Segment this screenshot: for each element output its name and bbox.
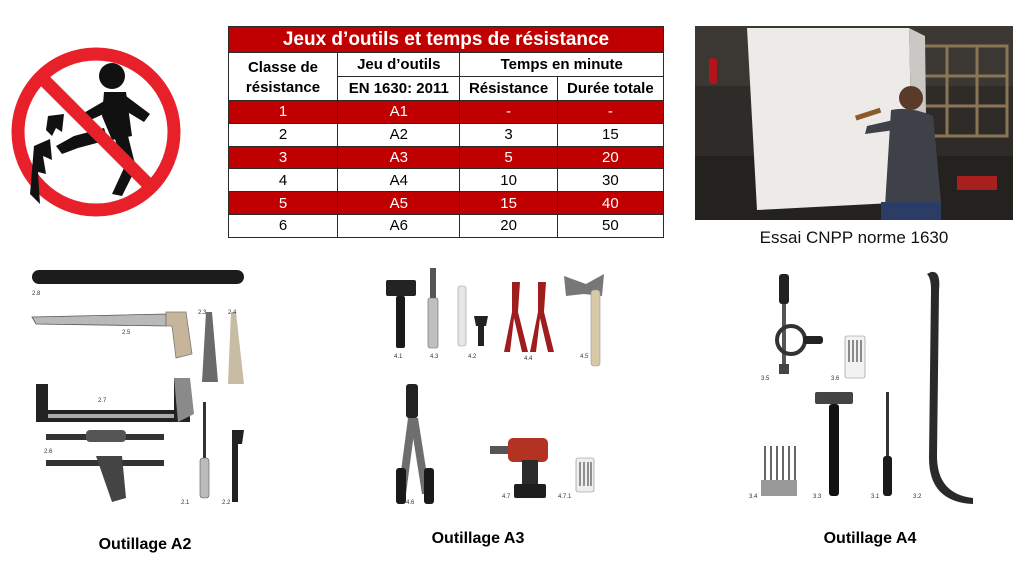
tools-standard-header: EN 1630: 2011 [338, 77, 460, 101]
no-break-in-sign-icon [8, 44, 184, 220]
class-cell: 5 [229, 192, 338, 215]
hammer-icon [815, 392, 853, 404]
caption-a4: Outillage A4 [823, 530, 917, 547]
total-cell: 15 [557, 123, 663, 146]
resistance-table [228, 26, 664, 238]
screwdriver-icon [203, 402, 206, 458]
tool-label: 3.1 [871, 494, 880, 500]
tool-label: 3.2 [913, 494, 922, 500]
tool-label: 2.3 [198, 310, 207, 316]
hand-drill-icon [777, 274, 823, 374]
wedge-icon [202, 312, 218, 382]
table-row [229, 146, 664, 169]
total-duration-header: Durée totale [557, 77, 663, 101]
tools-cell: A6 [338, 214, 460, 237]
tool-label: 4.7 [502, 494, 511, 500]
table-row [229, 214, 664, 237]
tool-label: 2.8 [32, 291, 41, 297]
class-cell: 6 [229, 214, 338, 237]
tool-label: 4.7.1 [558, 494, 572, 500]
tin-snips-icon [530, 282, 554, 352]
resistance-header: Résistance [460, 77, 557, 101]
class-cell: 4 [229, 169, 338, 192]
tool-label: 4.6 [406, 500, 415, 506]
tools-header: Jeu d’outils [338, 53, 460, 77]
tools-panel-a4 [745, 266, 985, 516]
total-cell: 20 [557, 146, 663, 169]
tool-label: 2.7 [98, 398, 107, 404]
tool-label: 3.6 [831, 376, 840, 382]
drill-bits-case-icon [845, 336, 865, 378]
hand-saw-icon [32, 314, 166, 326]
total-cell: - [557, 101, 663, 124]
tools-panel-a3 [378, 262, 618, 512]
tool-label: 2.6 [44, 449, 53, 455]
tool-label: 2.4 [228, 310, 237, 316]
tools-panel-a2 [26, 262, 256, 512]
table-row [229, 123, 664, 146]
tool-label: 3.3 [813, 494, 822, 500]
punch-set-icon [761, 446, 797, 496]
tool-label: 4.4 [524, 356, 533, 362]
handle-icon [474, 316, 488, 346]
tools-cell: A5 [338, 192, 460, 215]
table-title: Jeux d’outils et temps de résistance [229, 27, 664, 53]
resistance-cell: 3 [460, 123, 557, 146]
cordless-drill-icon [490, 438, 548, 498]
crowbar-icon [927, 272, 973, 504]
class-cell: 3 [229, 146, 338, 169]
total-cell: 40 [557, 192, 663, 215]
tool-label: 4.1 [394, 354, 403, 360]
resistance-cell: 10 [460, 169, 557, 192]
photo-caption: Essai CNPP norme 1630 [759, 228, 949, 247]
resistance-cell: - [460, 101, 557, 124]
steel-tube-icon [32, 270, 244, 284]
tool-label: 2.2 [222, 500, 231, 506]
pipe-wrench-icon [232, 430, 244, 502]
table-row [229, 192, 664, 215]
tool-label: 2.5 [122, 330, 131, 336]
caption-a2: Outillage A2 [98, 536, 192, 553]
tool-label: 4.3 [430, 354, 439, 360]
chisel-icon [430, 268, 436, 298]
tool-label: 3.5 [761, 376, 770, 382]
tool-label: 2.1 [181, 500, 190, 506]
resistance-cell: 20 [460, 214, 557, 237]
wedge-icon [228, 312, 244, 384]
tools-cell: A4 [338, 169, 460, 192]
table-row [229, 101, 664, 124]
tools-cell: A3 [338, 146, 460, 169]
bolt-cutter-icon [396, 384, 434, 504]
tools-cell: A2 [338, 123, 460, 146]
class-cell: 2 [229, 123, 338, 146]
table-row [229, 169, 664, 192]
tool-label: 4.5 [580, 354, 589, 360]
resistance-cell: 5 [460, 146, 557, 169]
class-header: Classe de résistance [229, 53, 338, 101]
total-cell: 50 [557, 214, 663, 237]
tool-label: 4.2 [468, 354, 477, 360]
tin-snips-icon [504, 282, 528, 352]
screwdriver-icon [886, 392, 889, 456]
caption-a3: Outillage A3 [431, 530, 525, 547]
test-photo [695, 26, 1013, 220]
wedge-icon [458, 286, 466, 346]
class-cell: 1 [229, 101, 338, 124]
time-header: Temps en minute [460, 53, 664, 77]
fire-extinguisher-icon [709, 58, 717, 84]
tool-label: 3.4 [749, 494, 758, 500]
total-cell: 30 [557, 169, 663, 192]
resistance-cell: 15 [460, 192, 557, 215]
tools-cell: A1 [338, 101, 460, 124]
mallet-icon [386, 280, 416, 296]
